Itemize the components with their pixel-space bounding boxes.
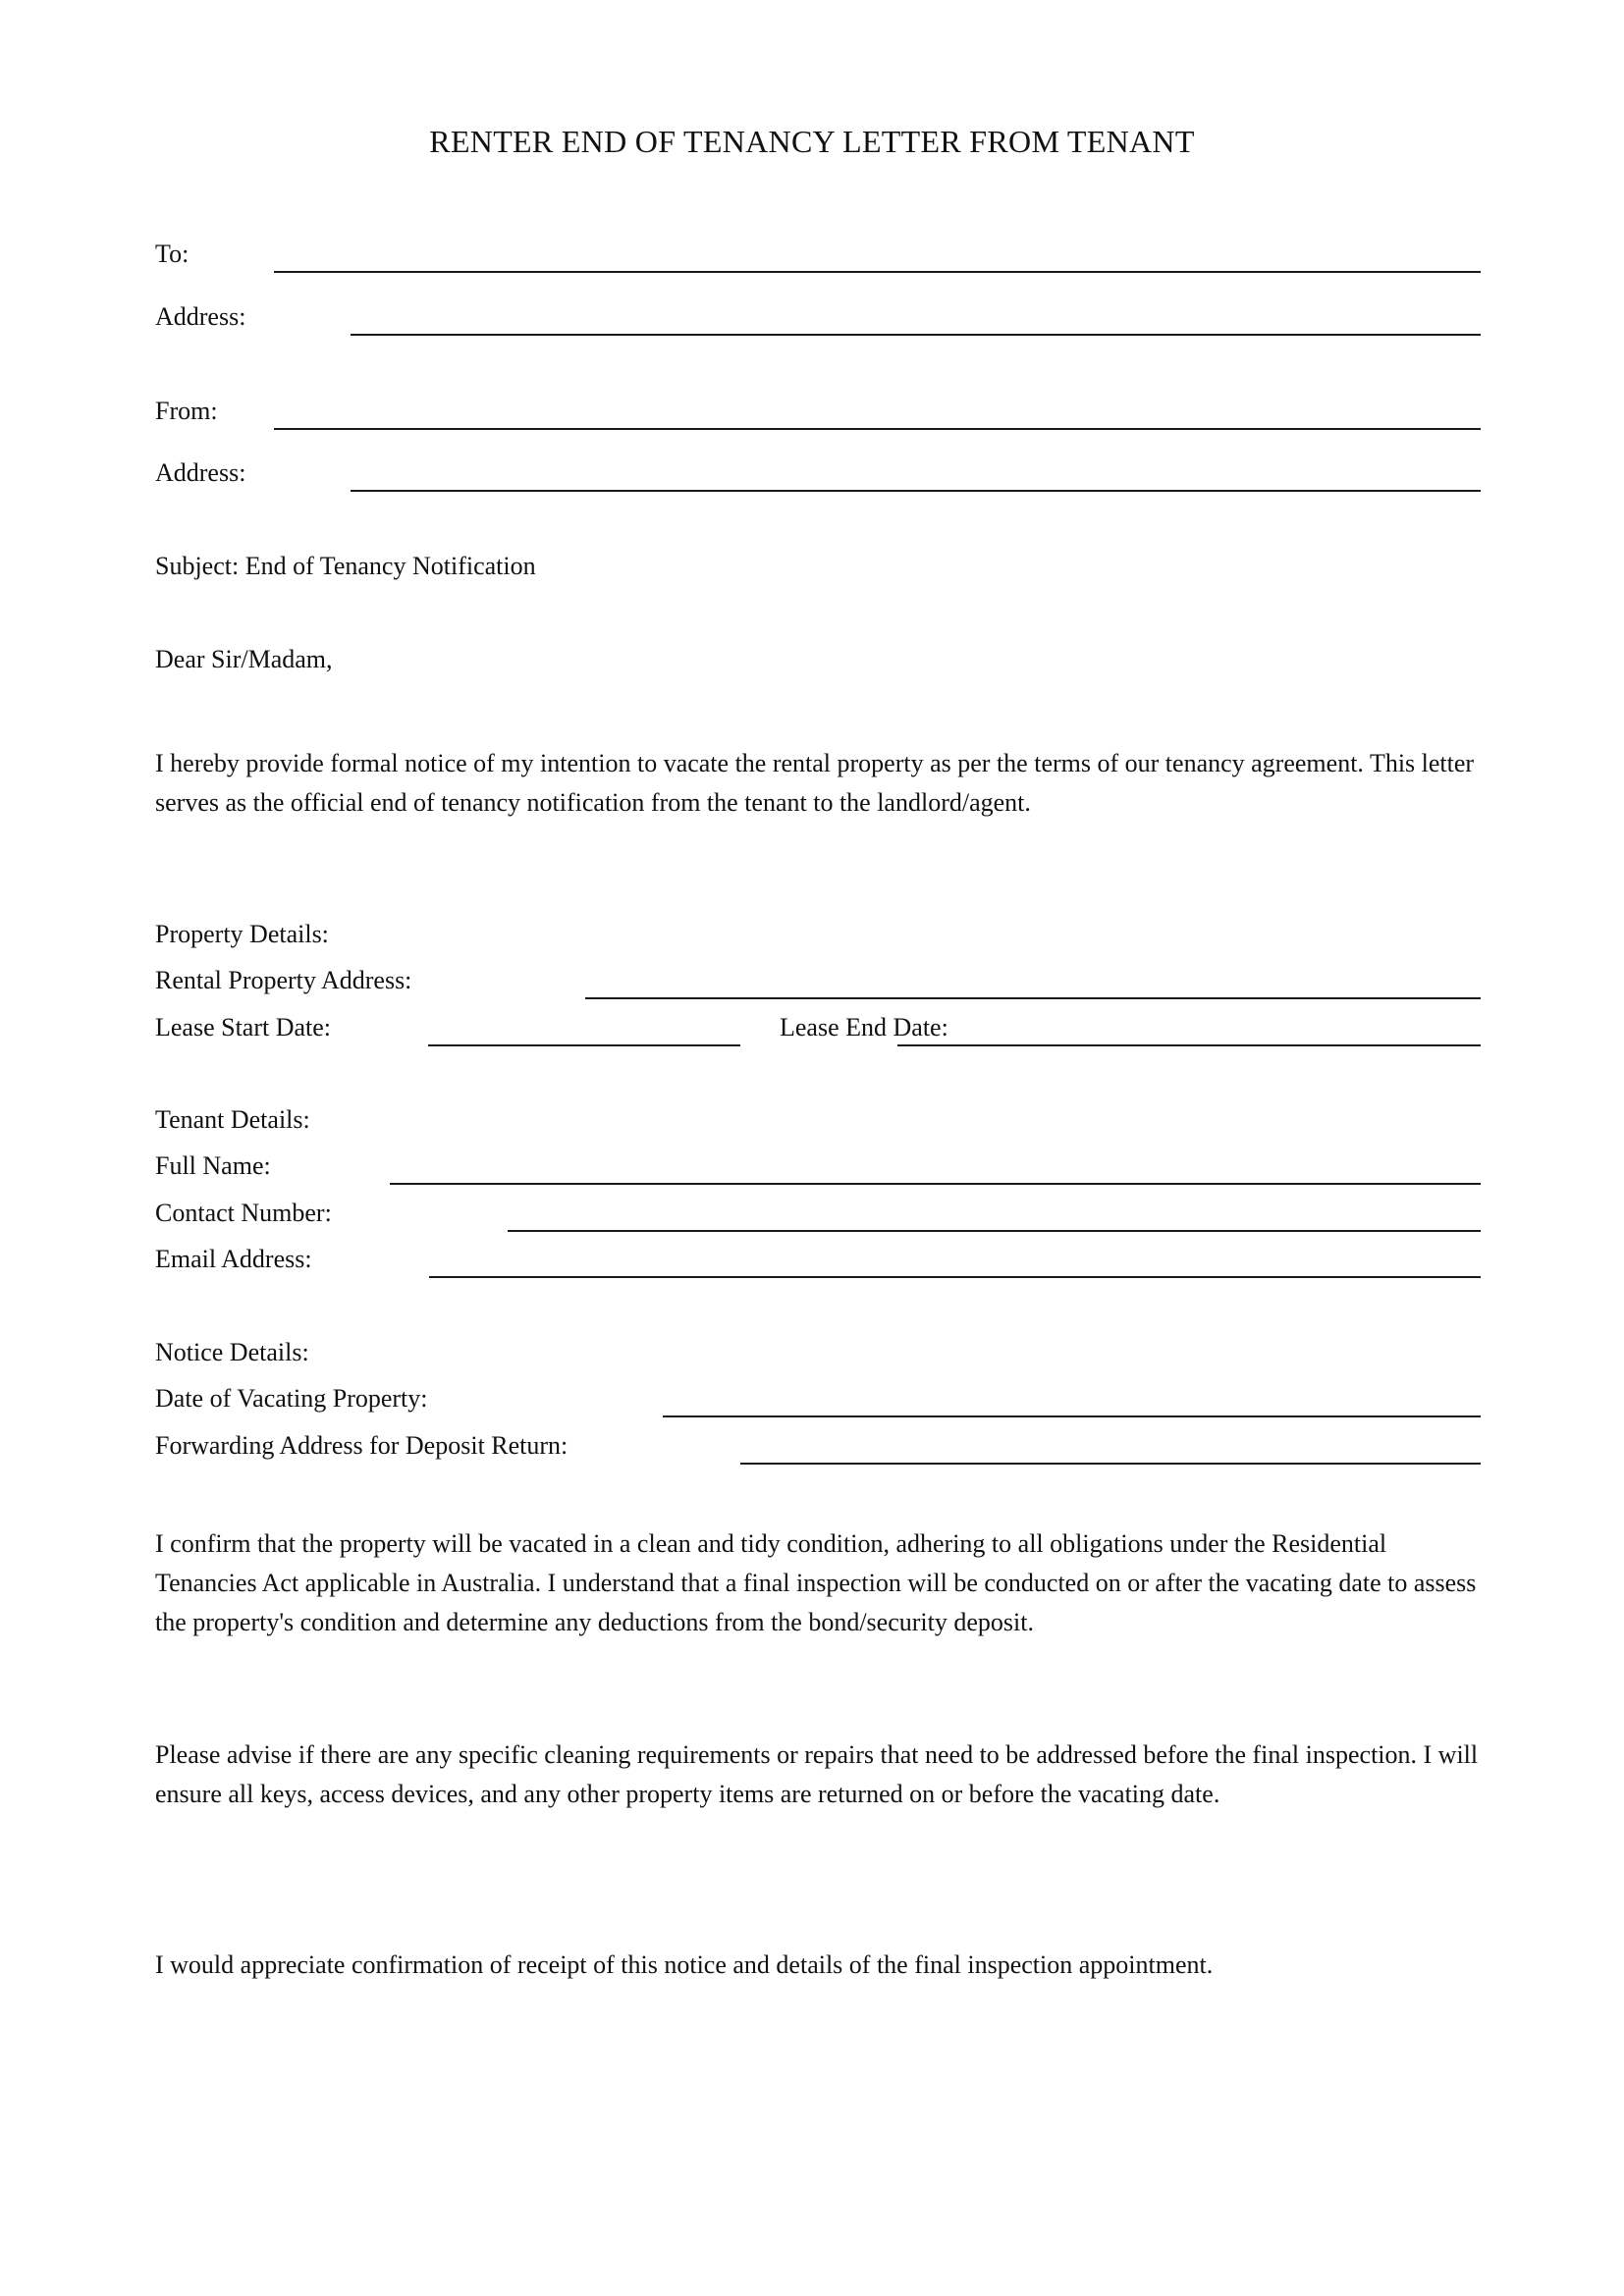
full-name-label: Full Name: xyxy=(155,1151,271,1180)
property-details-heading: Property Details: xyxy=(155,920,329,948)
from-label: From: xyxy=(155,397,218,425)
to-address-label: Address: xyxy=(155,302,246,331)
email-label: Email Address: xyxy=(155,1245,312,1273)
closing-paragraph: I would appreciate confirmation of receipt of this notice and details of the final inspection appointment. xyxy=(155,1950,1214,1979)
rental-address-field-line[interactable] xyxy=(585,997,1481,999)
lease-start-field-line[interactable] xyxy=(428,1044,740,1046)
advise-paragraph: Please advise if there are any specific cleaning requirements or repairs that need to be addressed before the final inspection. I will ensure all keys, access devices, and any other property items are returned on or before the vacating date. xyxy=(155,1740,1479,1808)
vacating-date-field-line[interactable] xyxy=(663,1415,1481,1417)
confirm-paragraph: I confirm that the property will be vacated in a clean and tidy condition, adhering to all obligations under the Residential Tenancies Act applicable in Australia. I understand that a final inspection will be conducted on or after the vacating date to assess the property's condition and determine any deductions from the bond/security deposit. xyxy=(155,1529,1477,1636)
notice-details-heading: Notice Details: xyxy=(155,1338,309,1366)
contact-number-label: Contact Number: xyxy=(155,1199,332,1227)
document-title: RENTER END OF TENANCY LETTER FROM TENANT xyxy=(429,124,1195,159)
full-name-field-line[interactable] xyxy=(390,1183,1481,1185)
rental-address-label: Rental Property Address: xyxy=(155,966,412,994)
contact-number-field-line[interactable] xyxy=(508,1230,1481,1232)
from-field-line[interactable] xyxy=(274,428,1481,430)
from-address-field-line[interactable] xyxy=(351,490,1481,492)
subject-line: Subject: End of Tenancy Notification xyxy=(155,552,536,580)
to-field-line[interactable] xyxy=(274,271,1481,273)
lease-start-label: Lease Start Date: xyxy=(155,1013,332,1041)
to-address-field-line[interactable] xyxy=(351,334,1481,336)
forwarding-address-field-line[interactable] xyxy=(740,1463,1481,1465)
salutation: Dear Sir/Madam, xyxy=(155,645,333,673)
lease-end-label: Lease End Date: xyxy=(780,1013,948,1041)
email-field-line[interactable] xyxy=(429,1276,1481,1278)
intro-paragraph: I hereby provide formal notice of my intention to vacate the rental property as per the terms of our tenancy agreement. This letter serves as the official end of tenancy notification from the tenant to the landlord/agent. xyxy=(155,749,1475,817)
lease-end-field-line[interactable] xyxy=(897,1044,1481,1046)
vacating-date-label: Date of Vacating Property: xyxy=(155,1384,428,1413)
forwarding-address-label: Forwarding Address for Deposit Return: xyxy=(155,1431,568,1460)
to-label: To: xyxy=(155,240,189,268)
from-address-label: Address: xyxy=(155,458,246,487)
tenant-details-heading: Tenant Details: xyxy=(155,1105,310,1134)
